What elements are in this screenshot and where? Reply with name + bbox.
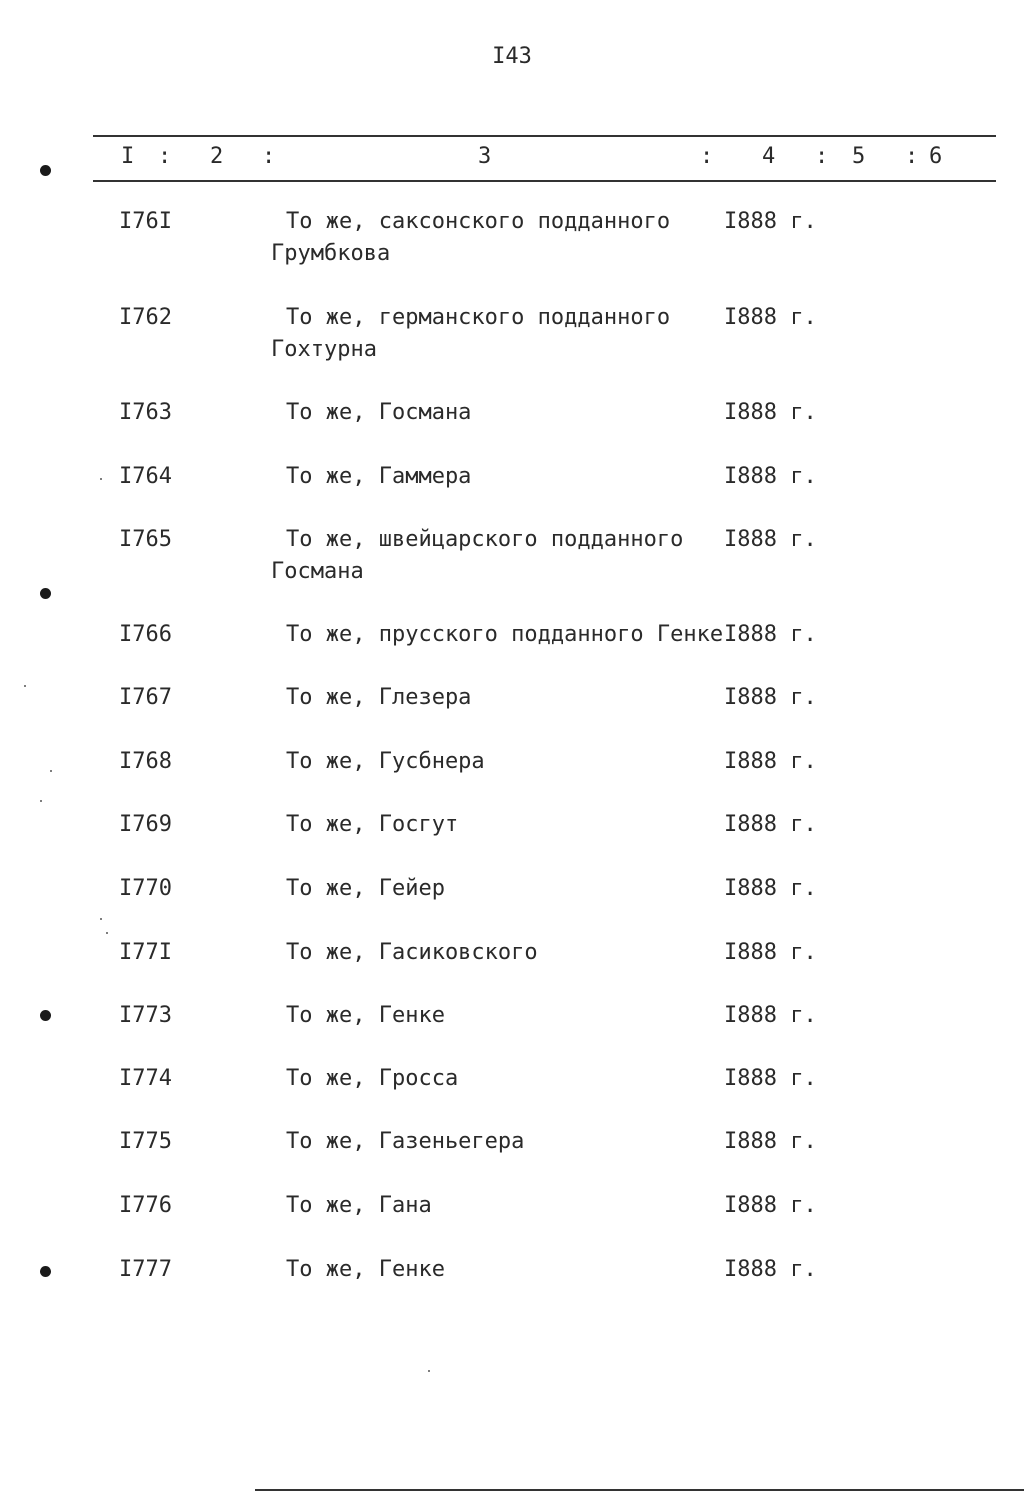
header-col-3: 3 (478, 144, 492, 169)
description-line-1: То же, Гана (286, 1193, 432, 1218)
item-number: I773 (119, 1003, 172, 1028)
item-number: I769 (119, 812, 172, 837)
item-number: I768 (119, 749, 172, 774)
item-year: I888 г. (724, 209, 817, 234)
item-description (271, 206, 731, 270)
scan-speck (100, 918, 102, 920)
binder-hole-mark (40, 1266, 51, 1277)
item-year: I888 г. (724, 400, 817, 425)
item-number: I767 (119, 685, 172, 710)
description-line-1: То же, Госмана (286, 400, 472, 425)
item-number: I770 (119, 876, 172, 901)
header-separator: : (905, 144, 919, 169)
item-description (271, 1254, 731, 1286)
description-line-1: То же, Гросса (286, 1066, 459, 1091)
scan-speck (50, 770, 52, 772)
item-year: I888 г. (724, 812, 817, 837)
item-number: I77I (119, 940, 172, 965)
header-col-2: 2 (210, 144, 224, 169)
page-number: I43 (492, 44, 532, 69)
header-col-4: 4 (762, 144, 776, 169)
item-description (271, 397, 731, 429)
item-year: I888 г. (724, 527, 817, 552)
item-description (271, 302, 731, 366)
description-line-2: Гохтурна (271, 337, 377, 362)
header-separator: : (158, 144, 172, 169)
header-separator: : (815, 144, 829, 169)
description-line-1: То же, Гейер (286, 876, 445, 901)
item-description (271, 937, 731, 969)
item-description (271, 619, 724, 651)
header-col-1: I (121, 144, 135, 169)
item-number: I777 (119, 1257, 172, 1282)
description-line-1: То же, саксонского подданного (286, 209, 671, 234)
item-year: I888 г. (724, 940, 817, 965)
table-top-rule (93, 135, 996, 137)
scan-speck (40, 800, 42, 802)
item-year: I888 г. (724, 1193, 817, 1218)
item-description (271, 1126, 731, 1158)
binder-hole-mark (40, 588, 51, 599)
description-line-1: То же, Газеньегера (286, 1129, 525, 1154)
description-line-2: Госмана (271, 559, 364, 584)
item-number: I76I (119, 209, 172, 234)
scan-speck (100, 478, 102, 480)
item-number: I775 (119, 1129, 172, 1154)
description-line-1: То же, Гусбнера (286, 749, 485, 774)
scan-speck (24, 685, 26, 687)
description-line-1: То же, Госгут (286, 812, 459, 837)
item-number: I776 (119, 1193, 172, 1218)
description-line-1: То же, Гасиковского (286, 940, 538, 965)
description-line-1: То же, Глезера (286, 685, 472, 710)
scan-speck (428, 1370, 430, 1372)
description-line-1: То же, Гаммера (286, 464, 472, 489)
description-line-2: Грумбкова (271, 241, 391, 266)
item-description (271, 1000, 731, 1032)
item-number: I766 (119, 622, 172, 647)
item-year: I888 г. (724, 1066, 817, 1091)
item-number: I764 (119, 464, 172, 489)
binder-hole-mark (40, 1010, 51, 1021)
description-line-1: То же, Генке (286, 1257, 445, 1282)
description-line-1: То же, швейцарского подданного (286, 527, 684, 552)
description-line-1: То же, прусского подданного Генке (286, 622, 724, 647)
item-year: I888 г. (724, 1003, 817, 1028)
item-description (271, 524, 731, 588)
item-year: I888 г. (724, 305, 817, 330)
header-col-6: 6 (929, 144, 943, 169)
header-separator: : (262, 144, 276, 169)
item-number: I765 (119, 527, 172, 552)
table-header-rule (93, 180, 996, 182)
description-line-1: То же, германского подданного (286, 305, 671, 330)
item-description (271, 809, 731, 841)
item-description (271, 461, 731, 493)
item-description (271, 682, 731, 714)
item-number: I762 (119, 305, 172, 330)
header-separator: : (700, 144, 714, 169)
item-year: I888 г. (724, 876, 817, 901)
header-col-5: 5 (852, 144, 866, 169)
binder-hole-mark (40, 165, 51, 176)
item-description (271, 746, 731, 778)
item-description (271, 1063, 731, 1095)
item-number: I774 (119, 1066, 172, 1091)
item-description (271, 1190, 731, 1222)
description-line-1: То же, Генке (286, 1003, 445, 1028)
item-description (271, 873, 731, 905)
item-year: I888 г. (724, 685, 817, 710)
item-year: I888 г. (724, 622, 817, 647)
item-year: I888 г. (724, 464, 817, 489)
item-year: I888 г. (724, 749, 817, 774)
item-year: I888 г. (724, 1257, 817, 1282)
bottom-rule (255, 1489, 1024, 1491)
scan-speck (106, 932, 108, 934)
item-number: I763 (119, 400, 172, 425)
item-year: I888 г. (724, 1129, 817, 1154)
